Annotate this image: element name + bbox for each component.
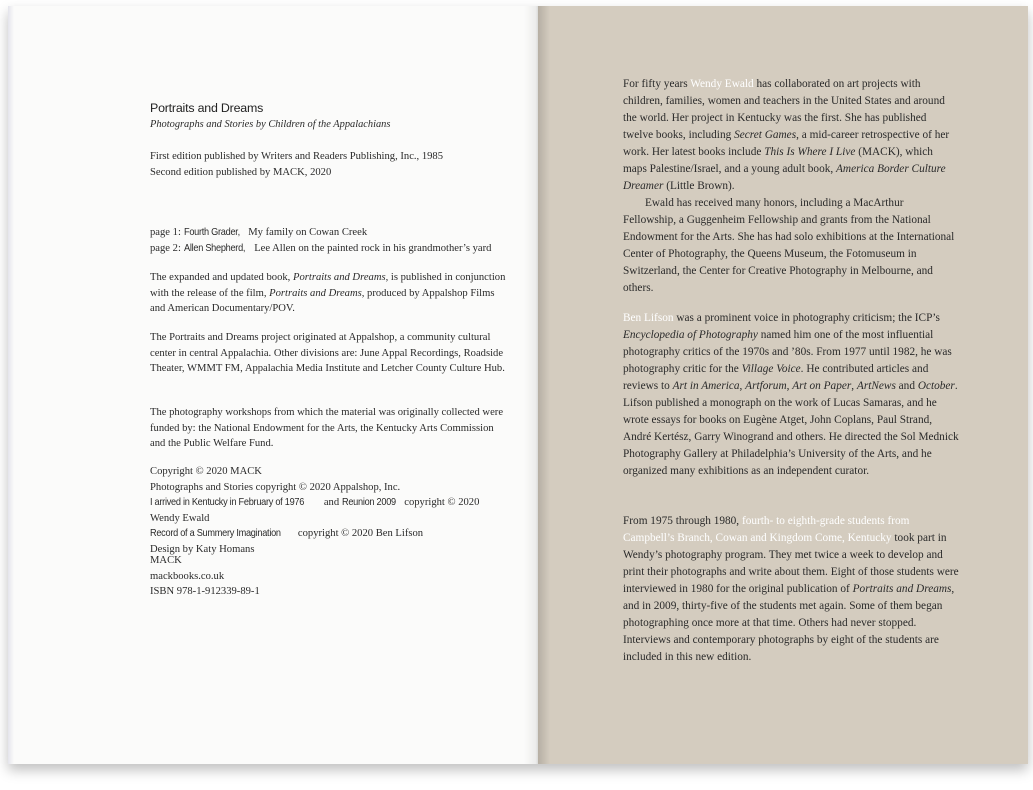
caption-label: page 1: — [150, 227, 184, 238]
first-edition: First edition published by Writers and Readers Publishing, Inc., 1985 — [150, 151, 444, 162]
book-subtitle: Photographs and Stories by Children of the Appalachians — [150, 118, 391, 130]
text-run: named him one of the most influential photography critics of the 1970s and ’80s. From 1977 until 1982, he was photography critic for the — [623, 329, 952, 375]
title-ref: Art in America — [672, 380, 740, 392]
highlight-name: Wendy Ewald — [690, 78, 754, 90]
book-title-ref: This Is Where I Live — [764, 146, 856, 158]
film-title-ref: Portraits and Dreams, — [269, 287, 365, 299]
copyright-line — [150, 526, 510, 542]
title-ref: October — [917, 380, 955, 392]
text-run: The expanded and updated book, — [150, 272, 293, 283]
text-run: produced by Appalshop Films and American Documentary/POV. — [150, 287, 495, 314]
text-run: was a prominent voice in photography criticism; the ICP’s — [673, 312, 940, 324]
book-title-ref: America Border Culture Dreamer — [623, 163, 946, 192]
copyright-line: Photographs and Stories copyright © 2020 Appalshop, Inc. — [150, 481, 401, 493]
text-run: , and in 2009, thirty-five of the students met again. Some of them began photographing once more at that time. Others had never stopped. Interviews and contemporary photographs by eight of the students are included in this new edition. — [623, 583, 955, 663]
bio-paragraph — [623, 76, 959, 195]
bio-paragraph — [623, 513, 959, 666]
publisher-block — [150, 553, 510, 600]
book-title: Portraits and Dreams — [150, 101, 264, 115]
appalshop-text: The Portraits and Dreams project originated at Appalshop, a community cultural center in central Appalachia. Other divisions are: June Appal Recordings, Roadside Theater, WMMT FM, Appalachia Media Institute and Letcher County Culture Hub. — [150, 332, 505, 374]
title-ref: Encyclopedia of Photography — [623, 329, 758, 341]
students-paragraph — [623, 513, 959, 666]
edition-info — [150, 149, 510, 180]
appalshop-paragraph — [150, 330, 510, 377]
funding-text: The photography workshops from which the material was originally collected were funded by: the National Endowment for the Arts, the Kentucky Arts Commission and the Public Welfare Fund. — [150, 407, 504, 449]
text-run: , — [786, 380, 793, 392]
gutter-shadow — [524, 6, 550, 764]
text-run: has collaborated on art projects with children, families, women and teachers in the United States and around the world. Her project in Kentucky was the first. She has published twelve books, including — [623, 78, 945, 141]
colophon-title-block — [150, 101, 510, 132]
caption-label: page 2: — [150, 242, 184, 254]
text-run: , — [739, 380, 746, 392]
copyright-line — [150, 495, 510, 526]
book-title-ref: Portraits and Dreams, — [292, 272, 389, 283]
book-title-ref: Secret Games — [734, 129, 797, 141]
title-ref: Village Voice — [741, 363, 801, 375]
essay-title: I arrived in Kentucky in February of 1976 — [150, 497, 305, 508]
isbn: ISBN 978-1-912339-89-1 — [150, 586, 260, 597]
caption-page-1 — [150, 225, 510, 241]
caption-page-2 — [150, 241, 510, 257]
text-run: From 1975 through 1980, — [623, 515, 742, 527]
bio-ben-lifson — [623, 310, 959, 480]
publisher-url: mackbooks.co.uk — [150, 570, 225, 582]
text-run: copyright © 2020 Wendy Ewald — [150, 497, 480, 524]
bio-paragraph: Ewald has received many honors, including a MacArthur Fellowship, a Guggenheim Fellowship and grants from the National Endowment for the Arts. She has had solo exhibitions at the International Center of Photography, the Queens Museum, the Fotomuseum in Switzerland, the Center for Creative Photography in Melbourne, and others. — [623, 197, 955, 294]
highlight-students: fourth- to eighth-grade students from Campbell’s Branch, Cowan and Kingdom Come, Kentucky — [623, 515, 910, 544]
second-edition: Second edition published by MACK, 2020 — [150, 166, 332, 178]
highlight-name: Ben Lifson — [623, 312, 674, 324]
text-run: copyright © 2020 Ben Lifson — [295, 528, 424, 539]
film-paragraph — [150, 270, 510, 317]
bio-wendy-ewald — [623, 76, 959, 297]
text-run: took part in Wendy’s photography program. They met twice a week to develop and print their photographs and write about them. Eight of those students were interviewed in 1980 for the original publication of — [623, 532, 959, 595]
book-title-ref: Portraits and Dreams — [852, 583, 952, 595]
essay-title: Reunion 2009 — [341, 497, 396, 508]
text-run: and — [321, 497, 342, 508]
funding-paragraph — [150, 405, 510, 452]
design-credit: Design by Katy Homans — [150, 543, 255, 555]
caption-text: Lee Allen on the painted rock in his grandmother’s yard — [251, 242, 492, 254]
essay-title: Record of a Summery Imagination — [150, 528, 281, 539]
text-run: and — [895, 380, 918, 392]
text-run: (MACK), which maps Palestine/Israel, and a young adult book, — [623, 146, 933, 175]
copyright-block — [150, 464, 510, 557]
caption-name: Allen Shepherd, — [183, 242, 245, 254]
publisher-name: MACK — [150, 555, 182, 566]
caption-name: Fourth Grader, — [183, 227, 240, 238]
text-run: (Little Brown). — [663, 180, 735, 192]
title-ref: ArtNews — [856, 380, 896, 392]
title-ref: Artforum — [745, 380, 787, 392]
copyright-line: Copyright © 2020 MACK — [150, 466, 262, 477]
captions — [150, 225, 510, 256]
text-run: is published in conjunction with the release of the film, — [150, 272, 506, 299]
film-text — [150, 270, 510, 317]
text-run: , a mid-career retrospective of her work. Her latest books include — [623, 129, 950, 158]
bio-paragraph — [623, 310, 959, 480]
text-run: For fifty years — [623, 78, 691, 90]
text-run: . Lifson published a monograph on the work of Lucas Samaras, and he wrote essays for books on Eugène Atget, John Coplans, Paul Strand, André Kertész, Garry Winogrand and others. He directed the Sol Mednick Photography Gallery at Philadelphia’s University of the Arts, and he organized many exhibitions as an independent curator. — [623, 380, 959, 477]
text-run: . He contributed articles and reviews to — [623, 363, 929, 392]
title-ref: Art on Paper — [792, 380, 852, 392]
caption-text: My family on Cowan Creek — [245, 227, 368, 238]
text-run: , — [851, 380, 857, 392]
